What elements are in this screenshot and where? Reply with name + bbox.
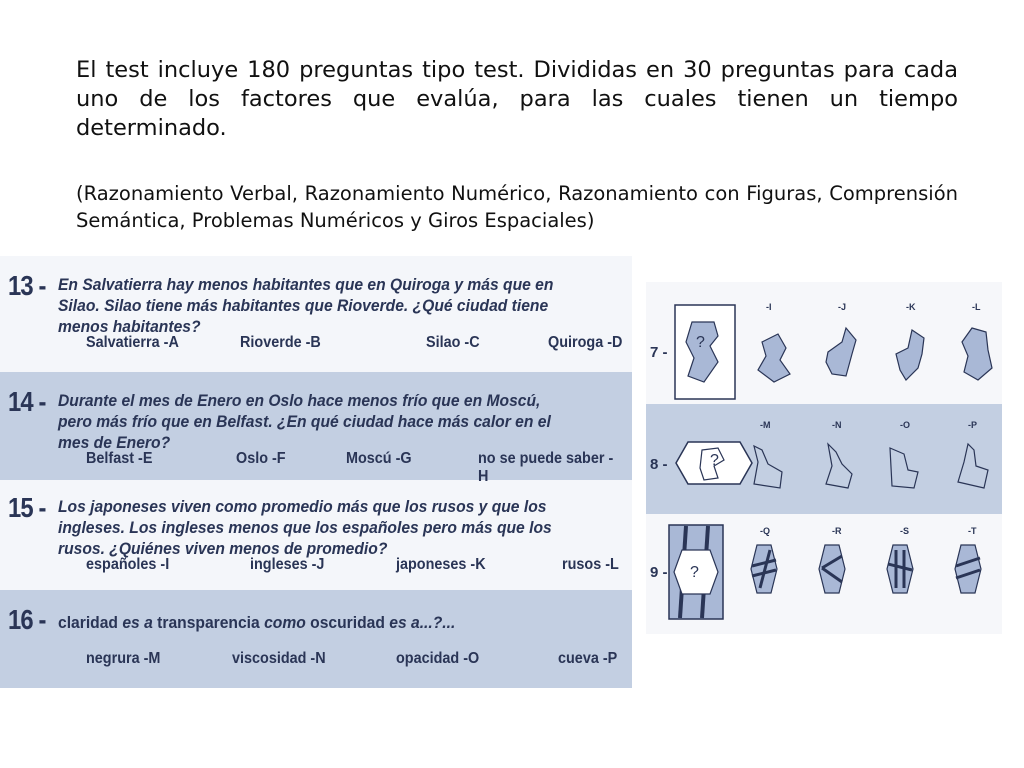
option-label: -S — [900, 526, 909, 536]
option-f: Oslo -F — [236, 450, 286, 467]
question-text — [58, 612, 573, 633]
option-shape-o — [886, 440, 922, 494]
analogy-term: transparencia — [157, 613, 260, 632]
question-mark: ? — [690, 564, 699, 581]
option-shape-t — [954, 544, 982, 594]
option-k: japoneses -K — [396, 556, 486, 573]
option-n: viscosidad -N — [232, 650, 326, 667]
option-h: no se puede saber -H — [478, 450, 614, 485]
option-shape-j — [824, 324, 860, 382]
analogy-connector: como — [264, 613, 306, 632]
option-d: Quiroga -D — [548, 334, 623, 351]
option-b: Rioverde -B — [240, 334, 321, 351]
verbal-questions-scan — [0, 256, 632, 688]
option-label: -K — [906, 302, 916, 312]
question-13 — [0, 256, 632, 364]
question-14 — [0, 372, 632, 485]
question-number: 7 - — [650, 344, 668, 361]
option-label: -L — [972, 302, 981, 312]
option-label: -P — [968, 420, 977, 430]
option-c: Silao -C — [426, 334, 480, 351]
figure-question-9 — [646, 518, 1002, 634]
option-shape-s — [886, 544, 914, 594]
option-label: -Q — [760, 526, 770, 536]
option-label: -O — [900, 420, 910, 430]
question-text: Durante el mes de Enero en Oslo hace menos frío que en Moscú, pero más frío que en Belfast. ¿En qué ciudad hace más calor en el mes de Enero? — [58, 391, 551, 452]
option-a: Salvatierra -A — [86, 334, 179, 351]
question-number: 16 - — [8, 604, 46, 635]
option-label: -N — [832, 420, 842, 430]
figure-question-8 — [646, 404, 1002, 514]
question-number: 15 - — [8, 492, 46, 523]
figure-question-7 — [646, 282, 1002, 400]
question-text: Los japoneses viven como promedio más que los rusos y que los ingleses. Los ingleses menos que los españoles pero más que los rusos. ¿Quiénes viven menos de promedio? — [58, 497, 552, 558]
question-number: 14 - — [8, 386, 46, 417]
option-shape-k — [892, 324, 928, 382]
option-shape-m — [750, 440, 786, 494]
analogy-connector: es a...?... — [389, 613, 456, 632]
option-label: -I — [766, 302, 772, 312]
question-mark: ? — [696, 334, 705, 351]
option-i: españoles -I — [86, 556, 170, 573]
question-15 — [0, 478, 632, 586]
option-label: -T — [968, 526, 977, 536]
option-m: negrura -M — [86, 650, 161, 667]
factors-list: (Razonamiento Verbal, Razonamiento Numérico, Razonamiento con Figuras, Comprensión Semántica, Problemas Numéricos y Giros Espaciales) — [76, 182, 958, 232]
option-shape-r — [818, 544, 846, 594]
option-label: -J — [838, 302, 847, 312]
option-shape-l — [958, 322, 994, 384]
option-p: cueva -P — [558, 650, 618, 667]
option-j: ingleses -J — [250, 556, 325, 573]
option-shape-q — [750, 544, 778, 594]
stimulus-figure — [674, 304, 736, 400]
analogy-term: oscuridad — [310, 613, 385, 632]
option-e: Belfast -E — [86, 450, 153, 467]
question-number: 8 - — [650, 456, 668, 473]
option-shape-n — [818, 440, 854, 494]
question-number: 9 - — [650, 564, 668, 581]
analogy-term: claridad — [58, 613, 118, 632]
question-mark: ? — [710, 452, 719, 469]
option-g: Moscú -G — [346, 450, 412, 467]
option-label: -M — [760, 420, 771, 430]
analogy-connector: es a — [122, 613, 153, 632]
question-16 — [0, 590, 632, 688]
option-shape-i — [756, 326, 792, 384]
question-text: En Salvatierra hay menos habitantes que en Quiroga y más que en Silao. Silao tiene más habitantes que Rioverde. ¿Qué ciudad tiene menos habitantes? — [58, 275, 554, 336]
figure-questions-scan — [646, 282, 1002, 634]
option-label: -R — [832, 526, 842, 536]
option-o: opacidad -O — [396, 650, 480, 667]
question-number: 13 - — [8, 270, 46, 301]
intro-paragraph: El test incluye 180 preguntas tipo test. Divididas en 30 preguntas para cada uno de los factores que evalúa, para las cuales tienen un tiempo determinado. — [76, 57, 958, 141]
option-l: rusos -L — [562, 556, 619, 573]
option-shape-p — [954, 440, 990, 494]
